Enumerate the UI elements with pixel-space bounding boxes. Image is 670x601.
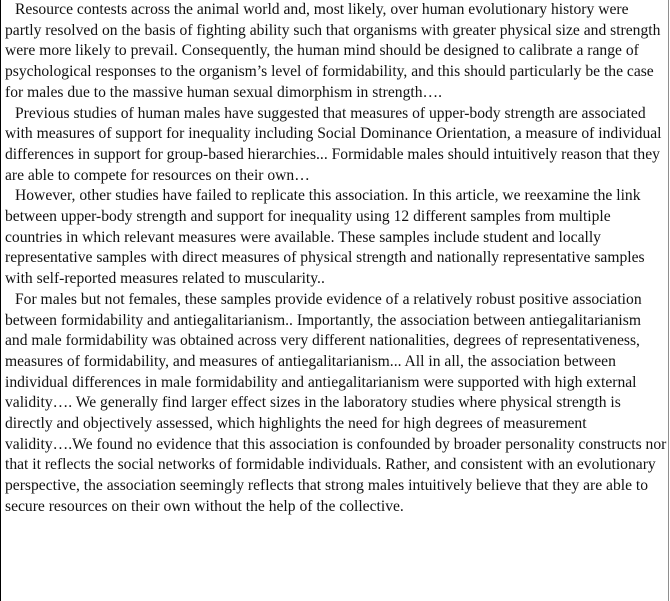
paragraph-4: For males but not females, these samples provide evidence of a relatively robust positive association between formidability and antiegalitarianism.. Importantly, the association between antiegalitarianism and male formidability was obtained across very different nationalities, degrees of representativeness, measures of formidability, and measures of antiegalitarianism... All in all, the association between individual differences in male formidability and antiegalitarianism were supported with high external validity…. We generally find larger effect sizes in the laboratory studies where physical strength is directly and objectively assessed, which highlights the need for high degrees of measurement validity….We found no evidence that this association is confounded by broader personality constructs nor that it reflects the social networks of formidable individuals. Rather, and consistent with an evolutionary perspective, the association seemingly reflects that strong males intuitively believe that they are able to secure resources on their own without the help of the collective. bbox=[5, 290, 667, 515]
paragraph-1: Resource contests across the animal world and, most likely, over human evolutionary history were partly resolved on the basis of fighting ability such that organisms with greater physical size and strength were more likely to prevail. Consequently, the human mind should be designed to calibrate a range of psychological responses to the organism’s level of formidability, and this should particularly be the case for males due to the massive human sexual dimorphism in strength…. bbox=[5, 1, 661, 101]
paragraph-3: However, other studies have failed to replicate this association. In this article, we reexamine the link between upper-body strength and support for inequality using 12 different samples from multiple countries in which relevant measures were available. These samples include student and locally representative samples with direct measures of physical strength and nationally representative samples with self-reported measures related to muscularity.. bbox=[5, 187, 645, 288]
paragraph-2: Previous studies of human males have suggested that measures of upper-body strength are associated with measures of support for inequality including Social Dominance Orientation, a measure of individual differences in support for group-based hierarchies... Formidable males should intuitively reason that they are able to compete for resources on their own… bbox=[5, 104, 662, 184]
document-body bbox=[1, 0, 668, 518]
